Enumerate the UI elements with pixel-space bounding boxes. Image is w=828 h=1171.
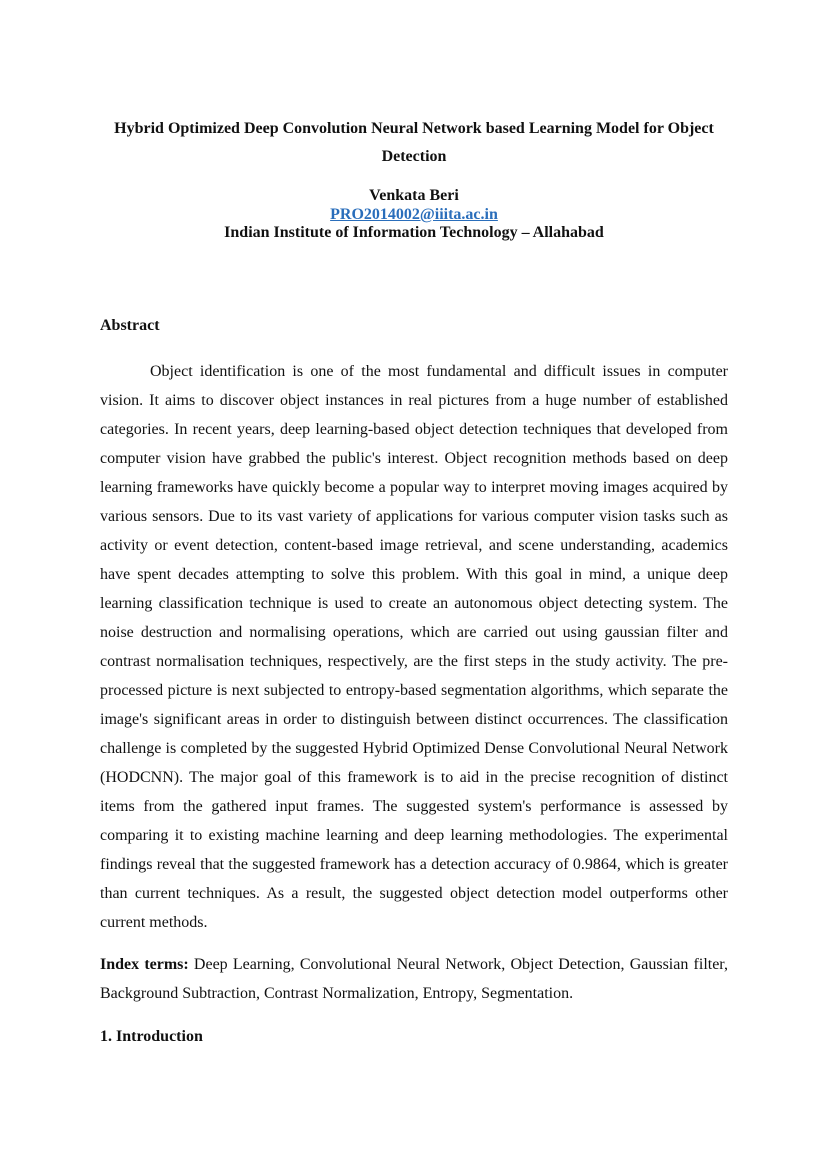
author-affiliation: Indian Institute of Information Technology – Allahabad (224, 224, 604, 241)
abstract-heading: Abstract (100, 317, 160, 334)
author-block (100, 187, 728, 243)
abstract-body: Object identification is one of the most fundamental and difficult issues in computer vision. It aims to discover object instances in real pictures from a huge number of established categories. In recent years, deep learning-based object detection techniques that developed from computer vision have grabbed the public's interest. Object recognition methods based on deep learning frameworks have quickly become a popular way to interpret moving images acquired by various sensors. Due to its vast variety of applications for various computer vision tasks such as activity or event detection, content-based image retrieval, and scene understanding, academics have spent decades attempting to solve this problem. With this goal in mind, a unique deep learning classification technique is used to create an autonomous object detecting system. The noise destruction and normalising operations, which are carried out using gaussian filter and contrast normalisation techniques, respectively, are the first steps in the study activity. The pre-processed picture is next subjected to entropy-based segmentation algorithms, which separate the image's significant areas in order to distinguish between distinct occurrences. The classification challenge is completed by the suggested Hybrid Optimized Dense Convolutional Neural Network (HODCNN). The major goal of this framework is to aid in the precise recognition of distinct items from the gathered input frames. The suggested system's performance is assessed by comparing it to existing machine learning and deep learning methodologies. The experimental findings reveal that the suggested framework has a detection accuracy of 0.9864, which is greater than current techniques. As a result, the suggested object detection model outperforms other current methods. (100, 363, 728, 931)
paper-title-line-1: Hybrid Optimized Deep Convolution Neural Network based Learning Model for Object (114, 120, 714, 137)
index-terms-text: Deep Learning, Convolutional Neural Network, Object Detection, Gaussian filter, Background Subtraction, Contrast Normalization, Entropy, Segmentation. (100, 956, 728, 1002)
index-terms (100, 950, 728, 1008)
author-name: Venkata Beri (369, 187, 459, 204)
paper-title (100, 115, 728, 171)
author-email-link[interactable]: PRO2014002@iiita.ac.in (330, 205, 498, 223)
section-heading-introduction: 1. Introduction (100, 1028, 203, 1045)
index-terms-label: Index terms: (100, 956, 189, 973)
paper-title-line-2: Detection (381, 148, 447, 165)
